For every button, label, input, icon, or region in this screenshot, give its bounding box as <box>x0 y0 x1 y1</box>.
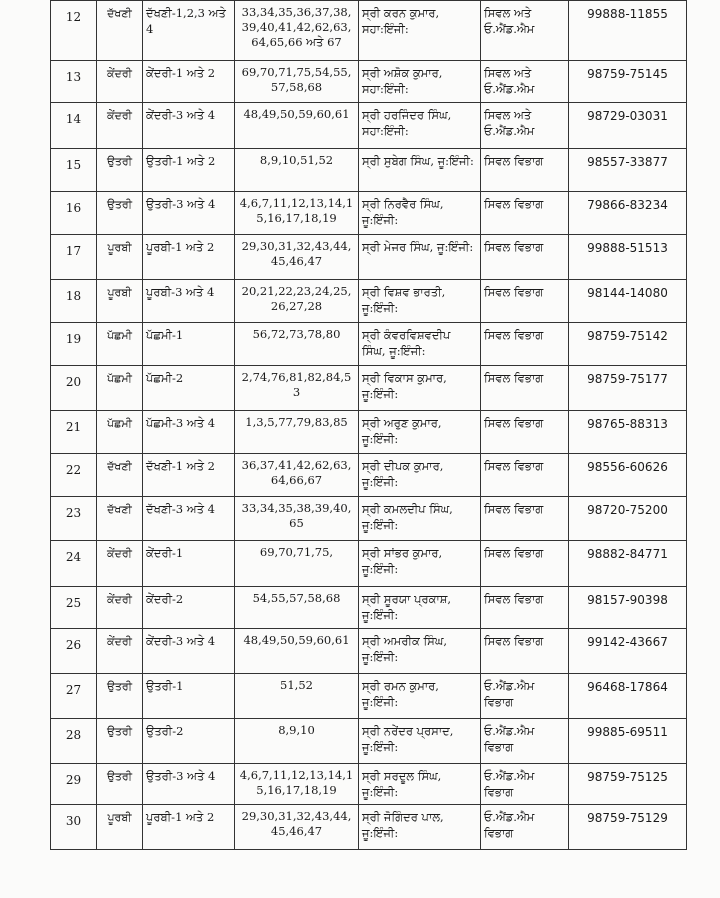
phone-number: 99888-11855 <box>569 1 687 61</box>
sub-zone: ਉਤਰੀ-2 <box>143 719 235 764</box>
ward-numbers: 2,74,76,81,82,84,53 <box>235 366 359 411</box>
serial-number: 15 <box>51 149 97 192</box>
zone-name: ਪੱਛਮੀ <box>97 411 143 454</box>
serial-number: 23 <box>51 497 97 541</box>
phone-number: 98759-75145 <box>569 61 687 103</box>
department: ਸਿਵਲ ਵਿਭਾਗ <box>481 192 569 235</box>
zone-name: ਉਤਰੀ <box>97 719 143 764</box>
table-row <box>51 323 687 366</box>
serial-number: 29 <box>51 764 97 805</box>
serial-number: 22 <box>51 454 97 497</box>
officer-name: ਸ੍ਰੀ ਅਰੁਣ ਕੁਮਾਰ, ਜੂ:ਇੰਜੀ: <box>359 411 481 454</box>
sub-zone: ਉਤਰੀ-1 <box>143 674 235 719</box>
ward-numbers: 51,52 <box>235 674 359 719</box>
department: ਸਿਵਲ ਵਿਭਾਗ <box>481 629 569 674</box>
ward-numbers: 29,30,31,32,43,44,45,46,47 <box>235 805 359 850</box>
ward-numbers: 56,72,73,78,80 <box>235 323 359 366</box>
table-row <box>51 497 687 541</box>
zone-name: ਦੱਖਣੀ <box>97 1 143 61</box>
phone-number: 98556-60626 <box>569 454 687 497</box>
department: ਸਿਵਲ ਅਤੇ ਓ.ਐਂਡ.ਐਮ <box>481 61 569 103</box>
phone-number: 98144-14080 <box>569 280 687 323</box>
officer-name: ਸ੍ਰੀ ਕੰਵਰਵਿਸ਼ਵਦੀਪ ਸਿੰਘ, ਜੂ:ਇੰਜੀ: <box>359 323 481 366</box>
serial-number: 27 <box>51 674 97 719</box>
sub-zone: ਪੱਛਮੀ-1 <box>143 323 235 366</box>
sub-zone: ਕੇਂਦਰੀ-1 <box>143 541 235 587</box>
zone-name: ਪੂਰਬੀ <box>97 235 143 280</box>
department: ਓ.ਐਂਡ.ਐਮ ਵਿਭਾਗ <box>481 764 569 805</box>
phone-number: 99888-51513 <box>569 235 687 280</box>
officer-name: ਸ੍ਰੀ ਸਰਦੂਲ ਸਿੰਘ, ਜੂ:ਇੰਜੀ: <box>359 764 481 805</box>
ward-numbers: 4,6,7,11,12,13,14,15,16,17,18,19 <box>235 764 359 805</box>
officer-table <box>50 0 687 850</box>
ward-numbers: 20,21,22,23,24,25,26,27,28 <box>235 280 359 323</box>
department: ਸਿਵਲ ਵਿਭਾਗ <box>481 497 569 541</box>
table-row <box>51 366 687 411</box>
sub-zone: ਪੂਰਬੀ-1 ਅਤੇ 2 <box>143 805 235 850</box>
ward-numbers: 33,34,35,38,39,40,65 <box>235 497 359 541</box>
table-row <box>51 719 687 764</box>
phone-number: 98557-33877 <box>569 149 687 192</box>
officer-name: ਸ੍ਰੀ ਦੀਪਕ ਕੁਮਾਰ, ਜੂ:ਇੰਜੀ: <box>359 454 481 497</box>
table-row <box>51 805 687 850</box>
zone-name: ਪੱਛਮੀ <box>97 323 143 366</box>
ward-numbers: 36,37,41,42,62,63,64,66,67 <box>235 454 359 497</box>
sub-zone: ਪੱਛਮੀ-3 ਅਤੇ 4 <box>143 411 235 454</box>
serial-number: 26 <box>51 629 97 674</box>
sub-zone: ਉਤਰੀ-3 ਅਤੇ 4 <box>143 192 235 235</box>
department: ਸਿਵਲ ਵਿਭਾਗ <box>481 411 569 454</box>
zone-name: ਉਤਰੀ <box>97 674 143 719</box>
sub-zone: ਦੱਖਣੀ-1,2,3 ਅਤੇ 4 <box>143 1 235 61</box>
serial-number: 13 <box>51 61 97 103</box>
serial-number: 19 <box>51 323 97 366</box>
sub-zone: ਕੇਂਦਰੀ-2 <box>143 587 235 629</box>
sub-zone: ਪੂਰਬੀ-3 ਅਤੇ 4 <box>143 280 235 323</box>
zone-name: ਉਤਰੀ <box>97 149 143 192</box>
officer-name: ਸ੍ਰੀ ਰਮਨ ਕੁਮਾਰ, ਜੂ:ਇੰਜੀ: <box>359 674 481 719</box>
serial-number: 30 <box>51 805 97 850</box>
serial-number: 28 <box>51 719 97 764</box>
table-row <box>51 411 687 454</box>
officer-name: ਸ੍ਰੀ ਮੇਜਰ ਸਿੰਘ, ਜੂ:ਇੰਜੀ: <box>359 235 481 280</box>
officer-name: ਸ੍ਰੀ ਸਾਂਭਰ ਕੁਮਾਰ, ਜੂ:ਇੰਜੀ: <box>359 541 481 587</box>
sub-zone: ਦੱਖਣੀ-1 ਅਤੇ 2 <box>143 454 235 497</box>
serial-number: 17 <box>51 235 97 280</box>
ward-numbers: 48,49,50,59,60,61 <box>235 629 359 674</box>
serial-number: 24 <box>51 541 97 587</box>
zone-name: ਕੇਂਦਰੀ <box>97 61 143 103</box>
ward-numbers: 8,9,10 <box>235 719 359 764</box>
department: ਸਿਵਲ ਵਿਭਾਗ <box>481 149 569 192</box>
ward-numbers: 69,70,71,75, <box>235 541 359 587</box>
serial-number: 18 <box>51 280 97 323</box>
table-row <box>51 61 687 103</box>
ward-numbers: 4,6,7,11,12,13,14,15,16,17,18,19 <box>235 192 359 235</box>
officer-name: ਸ੍ਰੀ ਸੁਬੇਗ ਸਿੰਘ, ਜੂ:ਇੰਜੀ: <box>359 149 481 192</box>
serial-number: 21 <box>51 411 97 454</box>
sub-zone: ਪੂਰਬੀ-1 ਅਤੇ 2 <box>143 235 235 280</box>
officer-name: ਸ੍ਰੀ ਹਰਜਿੰਦਰ ਸਿੰਘ, ਸਹਾ:ਇੰਜੀ: <box>359 103 481 149</box>
zone-name: ਦੱਖਣੀ <box>97 454 143 497</box>
department: ਸਿਵਲ ਅਤੇ ਓ.ਐਂਡ.ਐਮ <box>481 1 569 61</box>
sub-zone: ਕੇਂਦਰੀ-1 ਅਤੇ 2 <box>143 61 235 103</box>
officer-name: ਸ੍ਰੀ ਸੂਰਯਾ ਪ੍ਰਕਾਸ਼, ਜੂ:ਇੰਜੀ: <box>359 587 481 629</box>
officer-name: ਸ੍ਰੀ ਵਿਕਾਸ ਕੁਮਾਰ, ਜੂ:ਇੰਜੀ: <box>359 366 481 411</box>
table-row <box>51 629 687 674</box>
phone-number: 98720-75200 <box>569 497 687 541</box>
zone-name: ਪੱਛਮੀ <box>97 366 143 411</box>
table-row <box>51 103 687 149</box>
table-row <box>51 280 687 323</box>
officer-name: ਸ੍ਰੀ ਨਿਰਵੈਰ ਸਿੰਘ, ਜੂ:ਇੰਜੀ: <box>359 192 481 235</box>
department: ਸਿਵਲ ਵਿਭਾਗ <box>481 323 569 366</box>
phone-number: 98759-75125 <box>569 764 687 805</box>
zone-name: ਪੂਰਬੀ <box>97 280 143 323</box>
sub-zone: ਉਤਰੀ-1 ਅਤੇ 2 <box>143 149 235 192</box>
sub-zone: ਉਤਰੀ-3 ਅਤੇ 4 <box>143 764 235 805</box>
table-row <box>51 674 687 719</box>
sub-zone: ਕੇਂਦਰੀ-3 ਅਤੇ 4 <box>143 629 235 674</box>
department: ਓ.ਐਂਡ.ਐਮ ਵਿਭਾਗ <box>481 719 569 764</box>
phone-number: 98729-03031 <box>569 103 687 149</box>
serial-number: 16 <box>51 192 97 235</box>
department: ਸਿਵਲ ਵਿਭਾਗ <box>481 280 569 323</box>
officer-name: ਸ੍ਰੀ ਕਰਨ ਕੁਮਾਰ, ਸਹਾ:ਇੰਜੀ: <box>359 1 481 61</box>
officer-name: ਸ੍ਰੀ ਨਰੇਂਦਰ ਪ੍ਰਸਾਦ, ਜੂ:ਇੰਜੀ: <box>359 719 481 764</box>
phone-number: 98759-75177 <box>569 366 687 411</box>
serial-number: 20 <box>51 366 97 411</box>
table-body <box>51 1 687 850</box>
department: ਸਿਵਲ ਵਿਭਾਗ <box>481 454 569 497</box>
department: ਸਿਵਲ ਵਿਭਾਗ <box>481 366 569 411</box>
officer-name: ਸ੍ਰੀ ਵਿਸ਼ਵ ਭਾਰਤੀ, ਜੂ:ਇੰਜੀ: <box>359 280 481 323</box>
zone-name: ਕੇਂਦਰੀ <box>97 587 143 629</box>
ward-numbers: 48,49,50,59,60,61 <box>235 103 359 149</box>
zone-name: ਕੇਂਦਰੀ <box>97 103 143 149</box>
ward-numbers: 1,3,5,77,79,83,85 <box>235 411 359 454</box>
phone-number: 98765-88313 <box>569 411 687 454</box>
officer-name: ਸ੍ਰੀ ਕਮਲਦੀਪ ਸਿੰਘ, ਜੂ:ਇੰਜੀ: <box>359 497 481 541</box>
department: ਸਿਵਲ ਵਿਭਾਗ <box>481 587 569 629</box>
phone-number: 96468-17864 <box>569 674 687 719</box>
zone-name: ਉਤਰੀ <box>97 764 143 805</box>
phone-number: 98759-75129 <box>569 805 687 850</box>
sub-zone: ਕੇਂਦਰੀ-3 ਅਤੇ 4 <box>143 103 235 149</box>
ward-numbers: 8,9,10,51,52 <box>235 149 359 192</box>
zone-name: ਦੱਖਣੀ <box>97 497 143 541</box>
table-row <box>51 541 687 587</box>
department: ਸਿਵਲ ਅਤੇ ਓ.ਐਂਡ.ਐਮ <box>481 103 569 149</box>
table-row <box>51 454 687 497</box>
department: ਓ.ਐਂਡ.ਐਮ ਵਿਭਾਗ <box>481 674 569 719</box>
officer-name: ਸ੍ਰੀ ਅਸ਼ੋਕ ਕੁਮਾਰ, ਸਹਾ:ਇੰਜੀ: <box>359 61 481 103</box>
table-row <box>51 235 687 280</box>
zone-name: ਕੇਂਦਰੀ <box>97 541 143 587</box>
ward-numbers: 33,34,35,36,37,38,39,40,41,42,62,63,64,65,66 ਅਤੇ 67 <box>235 1 359 61</box>
department: ਓ.ਐਂਡ.ਐਮ ਵਿਭਾਗ <box>481 805 569 850</box>
zone-name: ਪੂਰਬੀ <box>97 805 143 850</box>
phone-number: 99142-43667 <box>569 629 687 674</box>
table-row <box>51 587 687 629</box>
department: ਸਿਵਲ ਵਿਭਾਗ <box>481 541 569 587</box>
phone-number: 99885-69511 <box>569 719 687 764</box>
table-row <box>51 1 687 61</box>
phone-number: 98157-90398 <box>569 587 687 629</box>
phone-number: 98759-75142 <box>569 323 687 366</box>
sub-zone: ਦੱਖਣੀ-3 ਅਤੇ 4 <box>143 497 235 541</box>
department: ਸਿਵਲ ਵਿਭਾਗ <box>481 235 569 280</box>
table-row <box>51 149 687 192</box>
officer-name: ਸ੍ਰੀ ਅਮਰੀਕ ਸਿੰਘ, ਜੂ:ਇੰਜੀ: <box>359 629 481 674</box>
table-row <box>51 764 687 805</box>
serial-number: 12 <box>51 1 97 61</box>
table-row <box>51 192 687 235</box>
ward-numbers: 29,30,31,32,43,44,45,46,47 <box>235 235 359 280</box>
zone-name: ਉਤਰੀ <box>97 192 143 235</box>
phone-number: 79866-83234 <box>569 192 687 235</box>
zone-name: ਕੇਂਦਰੀ <box>97 629 143 674</box>
ward-numbers: 69,70,71,75,54,55,57,58,68 <box>235 61 359 103</box>
serial-number: 14 <box>51 103 97 149</box>
serial-number: 25 <box>51 587 97 629</box>
sub-zone: ਪੱਛਮੀ-2 <box>143 366 235 411</box>
phone-number: 98882-84771 <box>569 541 687 587</box>
ward-numbers: 54,55,57,58,68 <box>235 587 359 629</box>
officer-name: ਸ੍ਰੀ ਜੋਗਿੰਦਰ ਪਾਲ, ਜੂ:ਇੰਜੀ: <box>359 805 481 850</box>
